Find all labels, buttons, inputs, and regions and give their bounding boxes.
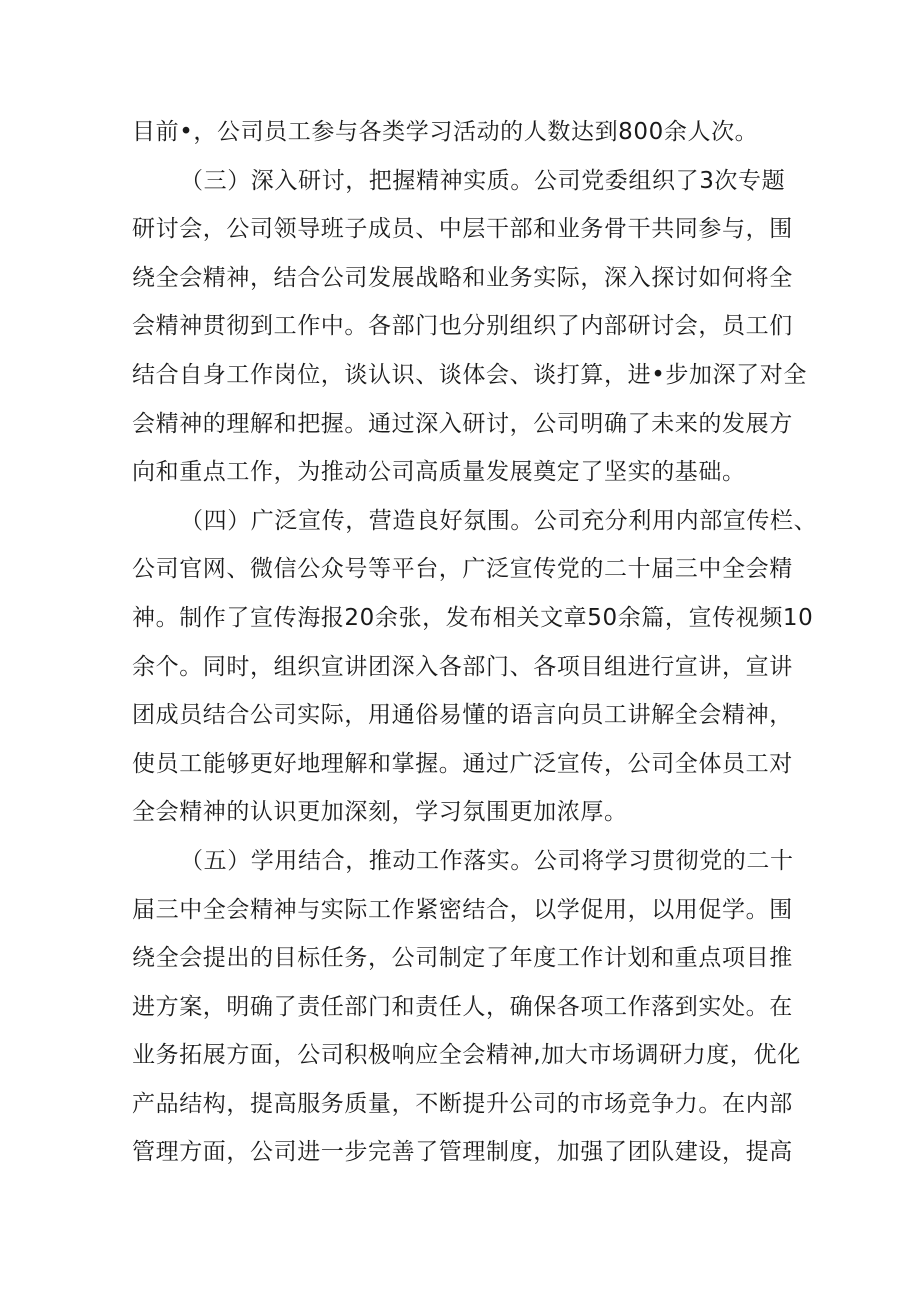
text-line: （四）广泛宣传，营造良好氛围。公司充分利用内部宣传栏、	[180, 507, 818, 534]
paragraph-section-4	[132, 497, 818, 837]
text-line: 向和重点工作，为推动公司高质量发展奠定了坚实的基础。	[132, 459, 746, 486]
paragraph-continuation	[132, 108, 797, 157]
text-line: 余个。同时，组织宣讲团深入各部门、各项目组进行宣讲，宣讲	[132, 653, 793, 680]
text-line: 会精神的理解和把握。通过深入研讨，公司明确了未来的发展方	[132, 410, 793, 437]
text-line: 会精神贯彻到工作中。各部门也分别组织了内部研讨会，员工们	[132, 313, 793, 340]
text-line: 研讨会，公司领导班子成员、中层干部和业务骨干共同参与，围	[132, 216, 793, 243]
text-line: 神。制作了宣传海报20余张，发布相关文章50余篇，宣传视频10	[132, 604, 814, 631]
text-line: 管理方面，公司进一步完善了管理制度，加强了团队建设，提高	[132, 1139, 793, 1166]
text-line: 目前•，公司员工参与各类学习活动的人数达到800余人次。	[132, 119, 759, 145]
text-line: 绕全会精神，结合公司发展战略和业务实际，深入探讨如何将全	[132, 264, 793, 291]
text-line: 全会精神的认识更加深刻，学习氛围更加浓厚。	[132, 799, 628, 826]
text-line: 绕全会提出的目标任务，公司制定了年度工作计划和重点项目推	[132, 945, 793, 972]
text-line: 业务拓展方面，公司积极响应全会精神,加大市场调研力度，优化	[132, 1042, 801, 1069]
text-line: （三）深入研讨，把握精神实质。公司党委组织了3次专题	[180, 167, 786, 194]
paragraph-section-5	[132, 837, 801, 1177]
text-line: 产品结构，提高服务质量，不断提升公司的市场竞争力。在内部	[132, 1090, 793, 1117]
text-line: 使员工能够更好地理解和掌握。通过广泛宣传，公司全体员工对	[132, 750, 793, 777]
text-line: （五）学用结合，推动工作落实。公司将学习贯彻党的二十	[180, 847, 794, 874]
paragraph-section-3	[132, 157, 807, 497]
text-line: 团成员结合公司实际，用通俗易懂的语言向员工讲解全会精神，	[132, 702, 793, 729]
document-body	[132, 108, 818, 1177]
text-line: 届三中全会精神与实际工作紧密结合，以学促用，以用促学。围	[132, 896, 793, 923]
text-line: 结合自身工作岗位，谈认识、谈体会、谈打算，进•步加深了对全	[132, 361, 807, 388]
text-line: 进方案，明确了责任部门和责任人，确保各项工作落到实处。在	[132, 993, 793, 1020]
text-line: 公司官网、微信公众号等平台，广泛宣传党的二十届三中全会精	[132, 556, 793, 583]
